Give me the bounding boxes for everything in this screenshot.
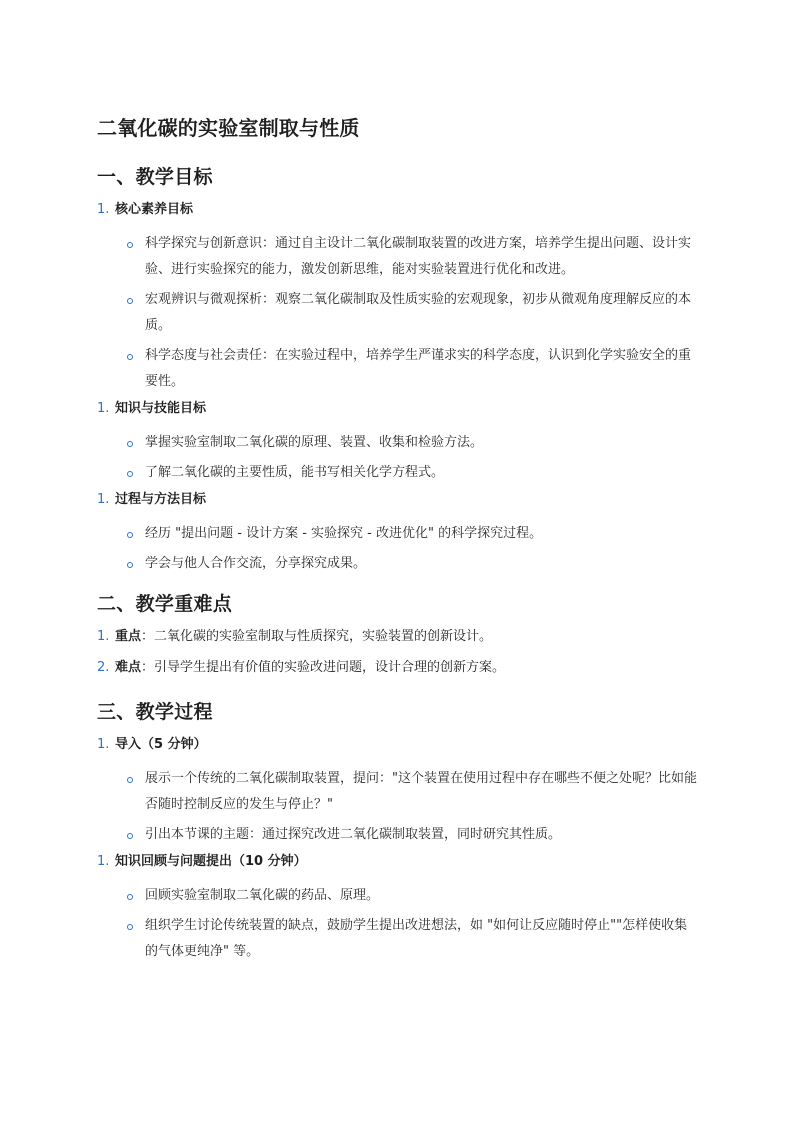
list-item: [127, 343, 697, 395]
bullet-icon: [127, 441, 133, 447]
list-number: 2.: [97, 660, 110, 675]
bullet-icon: [127, 924, 133, 930]
bullet-icon: [127, 354, 133, 360]
item-body: ：引导学生提出有价值的实验改进问题，设计合理的创新方案。: [141, 660, 506, 675]
group-heading: [97, 490, 697, 510]
spacer: [97, 581, 697, 591]
objective-group-process-methods: [97, 490, 697, 577]
list-number: 1.: [97, 492, 110, 507]
list-item: [127, 551, 697, 577]
group-heading: [97, 200, 697, 220]
section-heading: 三、教学过程: [97, 701, 213, 723]
item-text: [115, 627, 492, 647]
list-item-text: 回顾实验室制取二氧化碳的药品、原理。: [145, 888, 380, 903]
list-number: 1.: [97, 629, 110, 644]
list-item-text: 展示一个传统的二氧化碳制取装置，提问："这个装置在使用过程中存在哪些不便之处呢？比如能否随时控制反应的发生与停止？": [145, 771, 697, 812]
list-number: 1.: [97, 854, 110, 869]
section-key-difficult-points: [97, 591, 697, 678]
bullet-icon: [127, 471, 133, 477]
list-item: [127, 287, 697, 339]
section-heading: 一、教学目标: [97, 166, 213, 188]
bullet-list: [97, 521, 697, 577]
bullet-icon: [127, 532, 133, 538]
list-item: [127, 430, 697, 456]
process-group-introduction: [97, 735, 697, 848]
list-item: [127, 913, 697, 965]
section-teaching-objectives: [97, 164, 697, 577]
list-item-text: 学会与他人合作交流，分享探究成果。: [145, 556, 367, 571]
item-label: 难点: [115, 660, 142, 675]
item-body: ：二氧化碳的实验室制取与性质探究，实验装置的创新设计。: [141, 629, 493, 644]
bullet-icon: [127, 562, 133, 568]
list-item-text: 了解二氧化碳的主要性质，能书写相关化学方程式。: [145, 465, 445, 480]
group-heading: [97, 852, 697, 872]
bullet-list: [97, 766, 697, 848]
group-title: 知识与技能目标: [115, 401, 207, 416]
group-title: 知识回顾与问题提出（10 分钟）: [115, 854, 307, 869]
bullet-icon: [127, 833, 133, 839]
list-item-text: 宏观辨识与微观探析：观察二氧化碳制取及性质实验的宏观现象，初步从微观角度理解反应的本质。: [145, 292, 692, 333]
list-item-text: 引出本节课的主题：通过探究改进二氧化碳制取装置，同时研究其性质。: [145, 827, 562, 842]
section-heading: 二、教学重难点: [97, 593, 233, 615]
group-title: 核心素养目标: [115, 202, 194, 217]
list-item-text: 组织学生讨论传统装置的缺点，鼓励学生提出改进想法，如 "如何让反应随时停止""怎样使收集的气体更纯净" 等。: [145, 918, 688, 959]
group-heading: [97, 399, 697, 419]
group-heading: [97, 735, 697, 755]
list-number: 1.: [97, 202, 110, 217]
list-item: [127, 822, 697, 848]
process-group-review-questions: [97, 852, 697, 965]
list-item: [127, 460, 697, 486]
bullet-list: [97, 883, 697, 965]
item-label: 重点: [115, 629, 142, 644]
key-point-item: [97, 627, 697, 647]
bullet-icon: [127, 298, 133, 304]
bullet-icon: [127, 894, 133, 900]
difficult-point-item: [97, 658, 697, 678]
item-text: [115, 658, 505, 678]
list-item: [127, 521, 697, 547]
list-number: 1.: [97, 737, 110, 752]
list-item-text: 科学态度与社会责任：在实验过程中，培养学生严谨求实的科学态度，认识到化学实验安全的重要性。: [145, 348, 692, 389]
bullet-icon: [127, 777, 133, 783]
list-item-text: 掌握实验室制取二氧化碳的原理、装置、收集和检验方法。: [145, 435, 484, 450]
document-title: 二氧化碳的实验室制取与性质: [97, 116, 360, 140]
objective-group-core-literacy: [97, 200, 697, 395]
bullet-list: [97, 231, 697, 395]
group-title: 过程与方法目标: [115, 492, 207, 507]
bullet-list: [97, 430, 697, 486]
bullet-icon: [127, 242, 133, 248]
list-item-text: 科学探究与创新意识：通过自主设计二氧化碳制取装置的改进方案，培养学生提出问题、设计实验、进行实验探究的能力，激发创新思维，能对实验装置进行优化和改进。: [145, 236, 692, 277]
section-teaching-process: [97, 699, 697, 965]
spacer: [97, 689, 697, 699]
list-number: 1.: [97, 401, 110, 416]
list-item: [127, 883, 697, 909]
list-item: [127, 766, 697, 818]
list-item: [127, 231, 697, 283]
document-page: [97, 114, 697, 969]
list-item-text: 经历 "提出问题 - 设计方案 - 实验探究 - 改进优化" 的科学探究过程。: [145, 526, 543, 541]
objective-group-knowledge-skills: [97, 399, 697, 486]
group-title: 导入（5 分钟）: [115, 737, 207, 752]
